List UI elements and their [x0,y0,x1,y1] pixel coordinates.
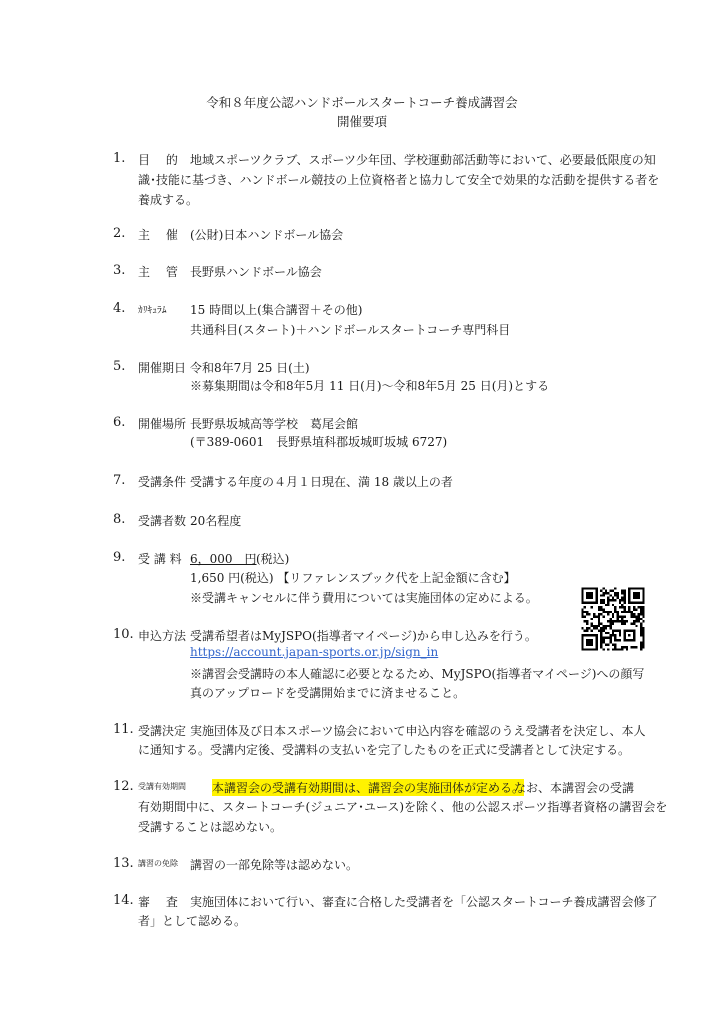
item-label: 審 査 [138,895,178,909]
item-text: 15 時間以上(集合講習＋その他) [190,303,363,317]
item-number: 11. [113,722,134,737]
item-text: 講習の一部免除等は認めない。 [190,858,359,872]
item-text: (税込) [256,552,290,566]
item-text: 令和8年7月 25 日(土) [190,361,310,375]
item-text: 1,650 円(税込) 【リファレンスブック代を上記金額に含む】 [190,571,516,585]
item-number: 6. [113,415,126,430]
item-number: 3. [113,263,126,278]
item-number: 4. [113,301,126,316]
item-number: 9. [113,550,126,565]
item-number: 2. [113,226,126,241]
item-number: 13. [113,856,134,871]
item-label: 受講条件 [138,475,187,489]
item-number: 1. [113,151,126,166]
item-label: 開催期日 [138,361,187,375]
item-text: 有効期間中に、スタートコーチ(ジュニア･ユース)を除く、他の公認スポーツ指導者資格の講習会を [138,800,668,814]
item-text: 者」として認める。 [138,914,247,928]
item-number: 14. [113,893,134,908]
item-label: 主 催 [138,228,178,242]
item-text: 長野県ハンドボール協会 [190,265,322,279]
item-text: 識･技能に基づき、ハンドボール競技の上位資格者と協力して安全で効果的な活動を提供する者を [138,173,660,187]
item-text: なお、本講習会の受講 [514,781,635,795]
item-label: ｶﾘｷｭﾗﾑ [138,305,167,316]
item-label: 開催場所 [138,417,187,431]
item-label: 受講有効期間 [138,782,186,791]
document-subtitle: 開催要項 [336,114,387,129]
item-number: 8. [113,512,126,527]
item-text: (公財)日本ハンドボール協会 [190,228,344,242]
item-text: 受講する年度の４月１日現在、満 18 歳以上の者 [190,475,453,489]
item-text: に通知する。受講内定後、受講料の支払いを完了したものを正式に受講者として決定する。 [138,743,631,757]
item-number: 12. [113,779,134,794]
item-text: 20名程度 [190,514,242,528]
item-text: 共通科目(スタート)＋ハンドボールスタートコーチ専門科目 [190,323,511,337]
signin-link[interactable]: https://account.japan-sports.or.jp/sign_in [190,645,439,659]
document-title: 令和８年度公認ハンドボールスタートコーチ養成講習会 [206,95,518,110]
item-label: 受 講 料 [138,552,182,566]
item-number: 10. [113,627,134,642]
item-label: 目 的 [138,153,178,167]
item-text: 受講希望者はMyJSPO(指導者マイページ)から申し込みを行う。 [190,629,537,643]
item-label: 申込方法 [138,629,187,643]
item-label: 講習の免除 [138,859,178,868]
qr-code-icon [579,585,647,653]
item-text: ※受講キャンセルに伴う費用については実施団体の定めによる。 [190,591,538,605]
item-label: 受講者数 [138,514,187,528]
item-text: (〒389-0601 長野県埴科郡坂城町坂城 6727) [190,435,448,449]
item-label: 受講決定 [138,724,187,738]
item-number: 7. [113,473,126,488]
item-text: 養成する。 [138,193,199,207]
item-label: 主 管 [138,265,178,279]
item-text: 受講することは認めない。 [138,820,283,834]
item-text: ※募集期間は令和8年5月 11 日(月)～令和8年5月 25 日(月)とする [190,379,550,393]
item-text: 実施団体及び日本スポーツ協会において申込内容を確認のうえ受講者を決定し、本人 [190,724,646,738]
highlighted-text: 本講習会の受講有効期間は、講習会の実施団体が定める。 [212,781,525,795]
item-text: ※講習会受講時の本人確認に必要となるため、MyJSPO(指導者マイページ)への顔写 [190,667,645,681]
item-text: 実施団体において行い、審査に合格した受講者を「公認スタートコーチ養成講習会修了 [190,895,658,909]
fee-amount: 6，000 円 [190,552,257,566]
item-text: 真のアップロードを受講開始までに済ませること。 [190,686,466,700]
item-number: 5. [113,359,126,374]
item-text: 地域スポーツクラブ、スポーツ少年団、学校運動部活動等において、必要最低限度の知 [190,153,656,167]
item-text: 長野県坂城高等学校 葛尾会館 [190,417,359,431]
